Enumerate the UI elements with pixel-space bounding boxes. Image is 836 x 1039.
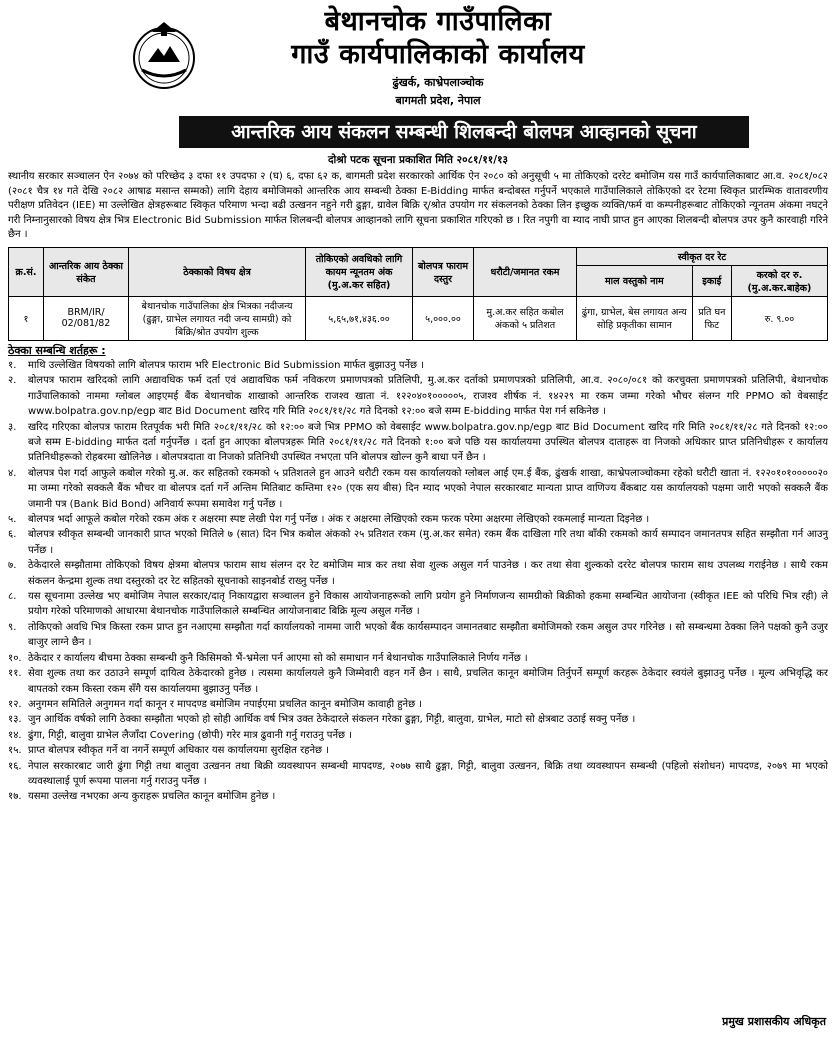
term-number: ११. (8, 668, 22, 680)
cell-form-fee: ५,०००.०० (413, 296, 474, 340)
term-text: बोलपत्र स्वीकृत सम्बन्धी जानकारी प्राप्त भएको मितिले ७ (सात) दिन भित्र कबोल अंकको २५ प्रतिशत रकम (मु.अ.कर समेत) रकम बैंक दाखिला गरि तथा बाँकी रकमको कार्य सम्पादन जमानतपत्र सहित सम्झौता गर्न आउनु पर्नेछ । (28, 529, 828, 556)
term-text: नेपाल सरकारबाट जारी ढुंगा गिट्टी तथा बालुवा उत्खनन तथा बिक्री व्यवस्थापन सम्बन्धी मापदण्ड, २०७७ साथै ढुङ्गा, गिट्टी, बालुवा उत्खनन, बिक्रि तथा व्यवस्थापन सम्बन्धी (पहिलो संशोधन) मापदण्ड, २०७९ मा भएको व्यवस्थालाई पूर्ण रूपमा पालना गर्नु गराउनु पर्नेछ । (28, 760, 828, 787)
list-item (8, 728, 828, 743)
term-text: ठेकेदारले सम्झौतामा तोकिएको विषय क्षेत्रमा बोलपत्र फाराम साथ संलग्न दर रेट बमोजिम मात्र कर तथा सेवा शुल्क असुल गर्न पाउनेछ । कर तथा सेवा शुल्कको दररेट बोलपत्र फाराम साथ उपलब्ध गराईनेछ । साथै रकम संकलन केन्द्रमा शुल्क तथा दस्तुरको दर रेट सहितको सूचनाको साइनबोर्ड राख्नु पर्नेछ । (28, 560, 828, 587)
term-number: ६. (8, 529, 17, 541)
term-number: १०. (8, 652, 22, 664)
cell-code: BRM/IR/ 02/081/82 (44, 296, 129, 340)
list-item (8, 512, 828, 527)
term-text: यस सूचनामा उल्लेख भए बमोजिम नेपाल सरकार/दातृ निकायद्वारा सञ्चालन हुने विकास आयोजनाहरूको लागि प्रयोग हुने निर्माणजन्य सामग्रीको बिक्रीको हकमा सम्बन्धित आयोजना (स्वीकृत IEE को परिधि भित्र रही) ले प्रयोग गरेको परिमाणको आधारमा बेथानचोक गाउँपालिकाले सम्बन्धित आयोजनाबाट बिक्रि मूल्य असुल गर्नेछ । (28, 591, 828, 618)
term-number: ३. (8, 421, 17, 433)
term-text: बोलपत्र फाराम खरिदको लागि अद्यावधिक फर्म दर्ता एवं अद्यावधिक फर्म नविकरण प्रमाणपत्रको प्रतिलिपी, मु.अ.कर दर्ताको प्रमाणपत्रको प्रतिलिपी, आ.व. २०८०/०८१ को करचुक्ता प्रमाणपत्रको प्रतिलिपी, बेथानचोक गाउँपालिकाको नाममा ग्लोबल आइएमई बैंक बेथानचोक शाखाको आन्तरिक राजश्व खाता नं. १२२०४०१०००००५, राजश्व शीर्षक नं. १४२२९ मा रकम जम्मा गरेको भौचर संलग्न गरि PPMO को वेबसाईट www.bolpatra.gov.np/egp बाट Bid Document खरिद गरि मिति २०८१/११/२८ गते दिनको १२:०० बजे सम्म E-bidding मार्फत पेश गर्न सकिनेछ । (28, 375, 828, 418)
col-tax-rate: करको दर रु. (मु.अ.कर.बाहेक) (731, 265, 827, 296)
col-approved-rate: स्वीकृत दर रेट (577, 247, 828, 265)
term-number: १५. (8, 745, 22, 757)
org-name: बेथानचोक गाउँपालिका (324, 6, 552, 37)
signature-title: प्रमुख प्रशासकीय अधिकृत (722, 1015, 826, 1028)
term-number: १४. (8, 729, 22, 741)
letterhead (8, 6, 828, 110)
term-number: २. (8, 375, 17, 387)
list-item (8, 651, 828, 666)
list-item (8, 759, 828, 790)
term-number: १२. (8, 698, 22, 710)
col-deposit: धरौटी/जमानत रकम (474, 247, 577, 296)
terms-list (8, 358, 828, 805)
term-number: १. (8, 359, 17, 371)
term-text: जुन आर्थिक वर्षको लागि ठेक्का सम्झौता भएको हो सोही आर्थिक वर्ष भित्र उक्त ठेकेदारले संकलन गरेका ढुङ्गा, गिट्टी, बालुवा, ग्राभेल, माटो सो क्षेत्रबाट उठाई सक्नु पर्नेछ । (28, 714, 636, 726)
list-item (8, 589, 828, 620)
term-text: सेवा शुल्क तथा कर उठाउने सम्पूर्ण दायित्व ठेकेदारको हुनेछ । त्यसमा कार्यालयले कुनै जिम्मेवारी वहन गर्ने छैन । साथै, प्रचलित कानून बमोजिम तिर्नुपर्ने सम्पूर्ण करहरू ठेकेदार स्वयंले बुझाउनु पर्नेछ । मूल्य अभिवृद्धि कर बापतको रकम किस्ता रकम सँगै यस कार्यालयमा बुझाउनु पर्नेछ । (28, 668, 828, 695)
cell-sn: १ (9, 296, 44, 340)
col-unit: इकाई (692, 265, 731, 296)
col-sn: क्र.सं. (9, 247, 44, 296)
notice-title: आन्तरिक आय संकलन सम्बन्धी शिलबन्दी बोलपत्र आव्हानको सूचना (179, 116, 749, 148)
list-item (8, 558, 828, 589)
province-name: बागमती प्रदेश, नेपाल (395, 94, 481, 107)
table-row (9, 296, 828, 340)
term-text: बोलपत्र भर्दा आफूले कबोल गरेको रकम अंक र अक्षरमा स्पष्ट लेखी पेश गर्नु पर्नेछ । अंक र अक्षरमा लेखिएको रकम फरक परेमा अक्षरमा लेखिएको रकमलाई मान्यता दिइनेछ । (28, 514, 650, 526)
term-text: यसमा उल्लेख नभएका अन्य कुराहरू प्रचलित कानून बमोजिम हुनेछ । (28, 791, 276, 803)
col-min-amount: तोकिएको अवधिको लागि कायम न्यूनतम अंक (मु.अ.कर सहित) (306, 247, 413, 296)
tender-table (8, 247, 828, 341)
office-name: गाउँ कार्यपालिकाको कार्यालय (291, 39, 585, 70)
term-text: प्राप्त बोलपत्र स्वीकृत गर्ने वा नगर्ने सम्पूर्ण अधिकार यस कार्यालयमा सुरक्षित रहनेछ । (28, 745, 329, 757)
intro-paragraph: स्थानीय सरकार सञ्चालन ऐन २०७४ को परिच्छेद ३ दफा ११ उपदफा २ (घ) ६, दफा ६२ क, बागमती प्रदेश सरकारको आर्थिक ऐन २०८० को अनुसूची ५ मा तोकिएको दररेट बमोजिम यस गाउँ कार्यपालिकाबाट आ.व. २०८१/०८२ (२०८१ चैत्र १४ गते देखि २०८२ आषाढ मसान्त सम्मको) लागि देहाय बमोजिमको आन्तरिक आय सम्बन्धी ठेक्का E-Bidding मार्फत बन्दोबस्त गर्नुपर्ने भएकाले गाउँपालिकाले तोकिएको दर रेटमा स्विकृत प्रारम्भिक वातावरणीय परीक्षण प्रतिवेदन (IEE) मा उल्लेखित क्षेत्रहरूबाट स्विकृत परिमाण भन्दा बढी उत्खनन नहुने गरी ढुङ्गा, ग्रावेल बिक्रि र्/श्रोत उपयोग गर संकलनको ठेक्का लिन इच्छुक व्यक्ति/फर्म वा कम्पनीहरूबाट तोकिएको न्यूनतम अंकमा नघट्ने गरी निम्नानुसारको विषय क्षेत्र भित्र Electronic Bid Submission मार्फत शिलबन्दी बोलपत्र आव्हानको लागि सूचना प्रकाशित गरिएको छ । रित नपुगी वा म्याद नाघी प्राप्त हुन आएका शिलबन्दी बोलपत्र उपर कुनै कारवाही गरिने छैन । (8, 171, 828, 241)
term-text: खरिद गरिएका बोलपत्र फाराम रितपूर्वक भरी मिति २०८१/११/२८ को १२:०० बजे भित्र PPMO को वेबसाईट www.bolpatra.gov.np/egp बाट Bid Document खरिद गरि मिति २०८१/११/२८ गते दिनको १२:०० बजे सम्म E-bidding मार्फत दर्ता गर्नुपर्नेछ । दर्ता हुन आएका बोलपत्रहरू मिति २०८१/११/२८ गते दिनको १:०० बजे पछि यस कार्यालयमा उपस्थित बोलपत्र दाताहरू वा निजको अधिकार प्राप्त प्रतिनिधीहरू र कार्यालय प्रतिनिधीहरूको रोहबरमा खोलिनेछ । बोलपत्रदाता वा निजको प्रतिनिधी उपस्थित नभएता पनि बोलपत्र खोल्न कुनै बाधा पर्ने छैन । (28, 421, 828, 464)
term-text: अनुगमन समितिले अनुगमन गर्दा कानून र मापदण्ड बमोजिम नपाईएमा प्रचलित कानून बमोजिम कावाही हुनेछ । (28, 698, 423, 710)
col-form-fee: बोलपत्र फाराम दस्तुर (413, 247, 474, 296)
terms-heading: ठेक्का सम्बन्धि शर्तहरू : (8, 343, 106, 357)
list-item (8, 373, 828, 419)
list-item (8, 620, 828, 651)
term-number: ४. (8, 467, 17, 479)
cell-subject: बेथानचोक गाउँपालिका क्षेत्र भित्रका नदीजन्य (ढुङ्गा, ग्राभेल लगायत नदी जन्य सामग्री) को बिक्रि/श्रोत उपयोग शुल्क (129, 296, 306, 340)
term-number: ७. (8, 560, 17, 572)
list-item (8, 420, 828, 466)
col-subject: ठेक्काको विषय क्षेत्र (129, 247, 306, 296)
cell-unit: प्रति घन फिट (692, 296, 731, 340)
cell-tax-rate: रु. ९.०० (731, 296, 827, 340)
term-text: ढुंगा, गिट्टी, बालुवा ग्राभेल लैजाँदा Covering (छोपी) गरेर मात्र ढुवानी गर्नु गराउनु पर्नेछ । (28, 729, 352, 741)
col-goods: माल वस्तुको नाम (577, 265, 693, 296)
term-text: बोलपत्र पेश गर्दा आफुले कबोल गरेको मु.अ. कर सहितको रकमको ५ प्रतिशतले हुन आउने धरौटी रकम यस कार्यालयको ग्लोबल आई एम.ई बैंक, ढुंखर्क शाखा, काभ्रेपलाञ्चोकमा रहेको धरौटी खाता नं. १२२०१०१०००००२० मा जम्मा गरेको सक्कलै बैंक भौचर वा बोलपत्र दर्ता गर्ने अन्तिम मितिबाट कम्तिमा १२० (एक सय बीस) दिन म्याद भएको नेपाल सरकारबाट मान्यता प्राप्त वाणिज्य बैंकबाट यस कार्यालयको पक्षमा जारी भएको सक्कलै बैंक जमानी पत्र (Bank Bid Bond) अनिवार्य रूपमा समावेश गर्नु पर्नेछ । (28, 467, 828, 510)
publish-date: दोश्रो पटक सूचना प्रकाशित मिति २०८१/११/१३ (327, 154, 508, 166)
cell-goods: ढुंगा, ग्राभेल, बेस लगायत अन्य सोहि प्रकृतीका सामान (577, 296, 693, 340)
term-number: १७. (8, 791, 22, 803)
term-number: ८. (8, 591, 17, 603)
term-text: माथि उल्लेखित विषयको लागि बोलपत्र फाराम भरि Electronic Bid Submission मार्फत बुझाउनु पर्नेछ । (28, 359, 425, 371)
term-number: १६. (8, 760, 22, 772)
list-item (8, 358, 828, 373)
cell-deposit: मु.अ.कर सहित कबोल अंकको ५ प्रतिशत (474, 296, 577, 340)
cell-min-amount: ५,६५,७१,४३६.०० (306, 296, 413, 340)
term-text: तोकिएको अवधि भित्र किस्ता रकम प्राप्त हुन नआएमा सम्झौता गर्दा कार्यालयको नाममा जारी भएको बैंक कार्यसम्पादन जमानतबाट सम्झौता बमोजिमको रकम असुल उपर गरिनेछ । सो सम्बन्धमा ठेक्का लिने पक्षको कुनै उजुर बाजुर लाग्ने छैन । (28, 621, 828, 649)
term-text: ठेकेदार र कार्यालय बीचमा ठेक्का सम्बन्धी कुनै किसिमको भैं-भ्रमेला पर्न आएमा सो को समाधान गर्न बेथानचोक गाउँपालिकाले निर्णय गर्नेछ । (28, 652, 528, 664)
list-item (8, 697, 828, 712)
term-number: ५. (8, 514, 17, 526)
list-item (8, 666, 828, 697)
list-item (8, 466, 828, 512)
list-item (8, 789, 828, 804)
term-number: १३. (8, 714, 22, 726)
col-code: आन्तरिक आय ठेक्का संकेत (44, 247, 129, 296)
term-number: ९. (8, 621, 17, 633)
office-address: ढुंखर्क, काभ्रेपलाञ्चोक (392, 76, 484, 89)
list-item (8, 527, 828, 558)
list-item (8, 712, 828, 727)
list-item (8, 743, 828, 758)
